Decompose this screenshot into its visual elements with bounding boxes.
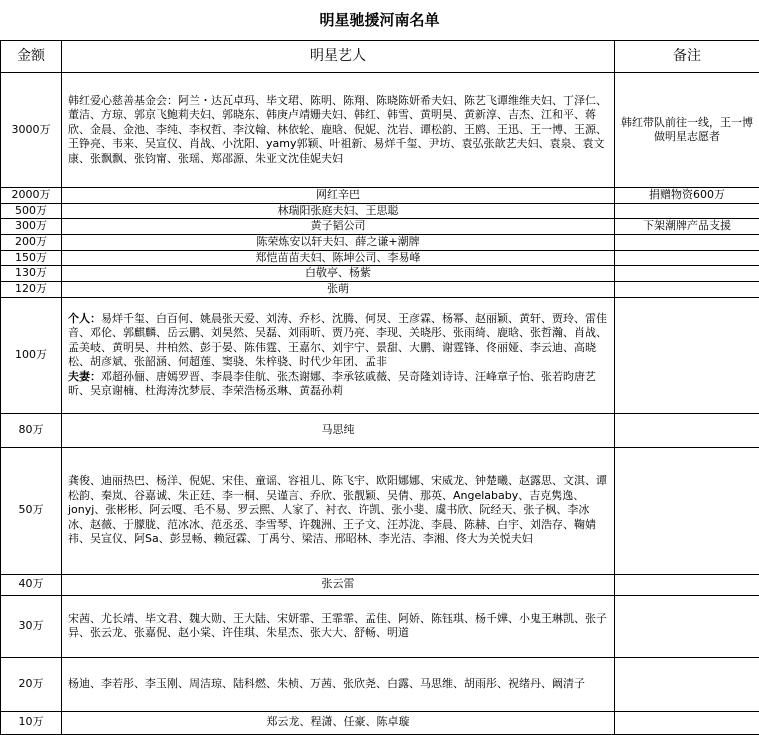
amount-cell: 500万 [1, 203, 62, 219]
note-cell: 韩红带队前往一线，王一博做明星志愿者 [615, 73, 759, 188]
note-cell: 捐赠物资600万 [615, 188, 759, 204]
amount-cell: 40万 [1, 574, 62, 595]
table-row [1, 203, 759, 219]
header-row [1, 41, 759, 73]
table-row [1, 281, 759, 297]
celebrity-cell: 杨迪、李若彤、李玉刚、周洁琼、陆科燃、朱桢、万茜、张欣尧、白露、马思维、胡雨彤、祝绪丹、阚清子 [62, 657, 615, 711]
table-row [1, 235, 759, 251]
note-cell [615, 657, 759, 711]
celebrity-cell: 郑恺苗苗夫妇、陈坤公司、李易峰 [62, 250, 615, 266]
individual-label: 个人： [68, 311, 101, 325]
celebrity-cell: 张云雷 [62, 574, 615, 595]
table-row [1, 595, 759, 657]
table-row [1, 219, 759, 235]
page-title: 明星驰援河南名单 [319, 11, 440, 29]
celebrity-header: 明星艺人 [62, 41, 615, 73]
celebrity-cell: 白敬亭、杨紫 [62, 266, 615, 282]
amount-cell: 3000万 [1, 73, 62, 188]
table-row [1, 73, 759, 188]
amount-cell: 300万 [1, 219, 62, 235]
amount-cell: 20万 [1, 657, 62, 711]
celebrity-cell: 陈荣炼安以轩夫妇、薛之谦+潮牌 [62, 235, 615, 251]
amount-header: 金额 [1, 41, 62, 73]
amount-cell: 200万 [1, 235, 62, 251]
couple-list: 邓超孙俪、唐嫣罗晋、李晨李佳航、张杰谢娜、李承铉戚薇、吴奇隆刘诗诗、汪峰章子怡、张若昀唐艺昕、吴京谢楠、杜海涛沈梦辰、李荣浩杨丞琳、黄磊孙莉 [68, 369, 596, 397]
amount-cell: 150万 [1, 250, 62, 266]
amount-cell: 30万 [1, 595, 62, 657]
amount-cell: 10万 [1, 711, 62, 734]
donation-table [0, 40, 759, 735]
note-cell [615, 711, 759, 734]
table-row [1, 413, 759, 447]
celebrity-cell: 黄子韬公司 [62, 219, 615, 235]
table-row [1, 188, 759, 204]
note-cell [615, 281, 759, 297]
table-row [1, 574, 759, 595]
celebrity-cell: 马思纯 [62, 413, 615, 447]
note-header: 备注 [615, 41, 759, 73]
celebrity-cell: 网红辛巴 [62, 188, 615, 204]
celebrity-cell: 郑云龙、程潇、任豪、陈卓璇 [62, 711, 615, 734]
individual-list: 易烊千玺、白百何、姚晨张天爱、刘涛、乔杉、沈腾、何炅、王彦霖、杨幂、赵丽颖、黄轩、贾玲、雷佳音、邓伦、郭麒麟、岳云鹏、刘昊然、吴磊、刘雨昕、贾乃亮、李现、关晓彤、张雨绮、鹿晗、张哲瀚、肖战、孟美岐、黄明昊、井柏然、彭于晏、陈伟霆、王嘉尔、刘宇宁、景甜、大鹏、谢霆锋、佟丽娅、李云迪、高晓松、胡彦斌、张韶涵、何超莲、窦骁、朱梓骁、时代少年团、孟非 [68, 311, 607, 368]
celebrity-cell [62, 297, 615, 413]
note-cell [615, 250, 759, 266]
note-cell [615, 413, 759, 447]
table-row [1, 657, 759, 711]
celebrity-cell: 宋茜、尤长靖、毕文君、魏大勋、王大陆、宋妍霏、王霏霏、孟佳、阿娇、陈钰琪、杨千嬅、小鬼王琳凯、张子异、张云龙、张嘉倪、赵小棠、许佳琪、朱星杰、张大大、舒畅、明道 [62, 595, 615, 657]
celebrity-cell: 张萌 [62, 281, 615, 297]
amount-cell: 100万 [1, 297, 62, 413]
table-row [1, 250, 759, 266]
table-row [1, 297, 759, 413]
table-row [1, 711, 759, 734]
note-cell [615, 595, 759, 657]
amount-cell: 50万 [1, 447, 62, 574]
note-cell [615, 447, 759, 574]
note-cell [615, 574, 759, 595]
note-cell [615, 235, 759, 251]
celebrity-cell: 韩红爱心慈善基金会：阿兰・达瓦卓玛、毕文珺、陈明、陈翔、陈晓陈妍希夫妇、陈艺飞谭维维夫妇、丁泽仁、董洁、方琼、郭京飞鲍莉夫妇、郭晓东、韩庚卢靖姗夫妇、韩红、韩雪、黄明昊、黄新淳、吉杰、江和平、蒋欣、金晨、金池、李纯、李权哲、李汶翰、林依轮、鹿晗、倪妮、沈岩、谭松韵、王鸥、王迅、王一博、王源、王铮亮、韦来、吴宣仪、肖战、小沈阳、yamy郭颖、叶祖新、易烊千玺、尹坊、袁弘张歆艺夫妇、袁泉、袁文康、张飘飘、张钧甯、张瑶、郑邵源、朱亚文沈佳妮夫妇 [62, 73, 615, 188]
note-cell [615, 297, 759, 413]
celebrity-cell: 龚俊、迪丽热巴、杨洋、倪妮、宋佳、童谣、容祖儿、陈飞宇、欧阳娜娜、宋威龙、钟楚曦、赵露思、文淇、谭松韵、秦岚、谷嘉诚、朱正廷、李一桐、吴谨言、乔欣、张靓颖、吴倩、那英、Angelababy、吉克隽逸、jonyj、张彬彬、阿云嘎、毛不易、罗云熙、人家了、衬衣、许凯、张小斐、虞书欣、阮经天、张子枫、李冰冰、赵薇、于朦胧、范冰冰、范丞丞、李雪琴、许魏洲、王子文、汪苏泷、李晨、陈赫、白宇、刘浩存、鞠婧祎、吴宣仪、阿Sa、彭昱畅、赖冠霖、丁禹兮、梁洁、邢昭林、李光洁、李湘、佟大为关悦夫妇 [62, 447, 615, 574]
amount-cell: 130万 [1, 266, 62, 282]
table-row [1, 447, 759, 574]
amount-cell: 2000万 [1, 188, 62, 204]
couple-label: 夫妻： [68, 369, 101, 383]
note-cell [615, 203, 759, 219]
note-cell [615, 266, 759, 282]
celebrity-cell: 林瑞阳张庭夫妇、王思聪 [62, 203, 615, 219]
note-cell: 下架潮牌产品支援 [615, 219, 759, 235]
amount-cell: 120万 [1, 281, 62, 297]
amount-cell: 80万 [1, 413, 62, 447]
table-row [1, 266, 759, 282]
